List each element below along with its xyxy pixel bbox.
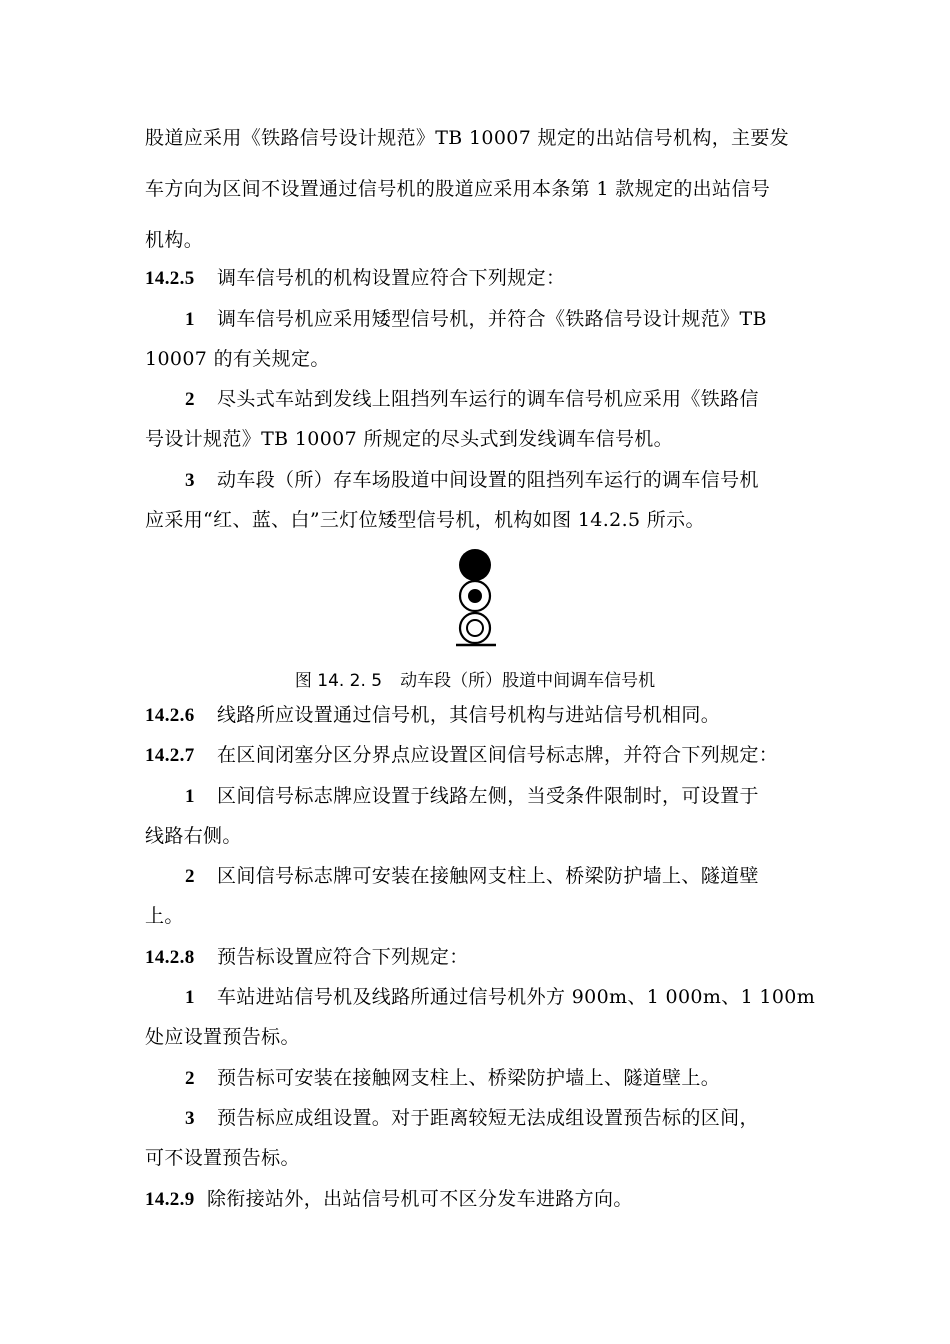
text-line: 线路右侧。 xyxy=(145,825,242,847)
item-text: 区间信号标志牌可安装在接触网支柱上、桥梁防护墙上、隧道壁 xyxy=(217,865,759,887)
item-text: 预告标应成组设置。对于距离较短无法成组设置预告标的区间， xyxy=(217,1107,759,1129)
section-14-2-6 xyxy=(145,703,808,728)
list-item xyxy=(145,864,808,889)
item-text: 尽头式车站到发线上阻挡列车运行的调车信号机应采用《铁路信 xyxy=(217,388,759,410)
item-number: 1 xyxy=(185,786,195,807)
list-item xyxy=(145,784,808,809)
text-line: 10007 的有关规定。 xyxy=(145,348,330,370)
text-line: 处应设置预告标。 xyxy=(145,1026,300,1048)
text-line: 号设计规范》TB 10007 所规定的尽头式到发线调车信号机。 xyxy=(145,428,674,450)
figure-title: 动车段（所）股道中间调车信号机 xyxy=(400,671,656,691)
section-number: 14.2.8 xyxy=(145,947,195,968)
section-text: 调车信号机的机构设置应符合下列规定： xyxy=(217,267,566,289)
text-line: 机构。 xyxy=(145,229,204,251)
item-text: 区间信号标志牌应设置于线路左侧，当受条件限制时，可设置于 xyxy=(217,785,759,807)
text-line: 车方向为区间不设置通过信号机的股道应采用本条第 1 款规定的出站信号 xyxy=(145,178,771,200)
item-number: 1 xyxy=(185,987,195,1008)
section-number: 14.2.9 xyxy=(145,1189,195,1210)
item-text: 动车段（所）存车场股道中间设置的阻挡列车运行的调车信号机 xyxy=(217,469,759,491)
blue-lamp-center xyxy=(468,589,482,603)
item-number: 2 xyxy=(185,866,195,887)
item-text: 调车信号机应采用矮型信号机，并符合《铁路信号设计规范》TB xyxy=(217,308,767,330)
item-text: 预告标可安装在接触网支柱上、桥梁防护墙上、隧道壁上。 xyxy=(217,1067,721,1089)
item-number: 2 xyxy=(185,389,195,410)
list-item xyxy=(145,985,816,1010)
figure-caption xyxy=(0,670,950,692)
list-item xyxy=(145,307,808,332)
section-text: 线路所应设置通过信号机，其信号机构与进站信号机相同。 xyxy=(217,704,721,726)
text-line: 可不设置预告标。 xyxy=(145,1147,300,1169)
section-14-2-8 xyxy=(145,945,808,970)
item-text: 车站进站信号机及线路所通过信号机外方 900m、1 000m、1 100m xyxy=(217,986,816,1008)
item-number: 3 xyxy=(185,1108,195,1129)
section-text: 在区间闭塞分区分界点应设置区间信号标志牌，并符合下列规定： xyxy=(217,744,779,766)
item-number: 1 xyxy=(185,309,195,330)
section-text: 预告标设置应符合下列规定： xyxy=(217,946,469,968)
text-line: 股道应采用《铁路信号设计规范》TB 10007 规定的出站信号机构，主要发 xyxy=(145,127,790,149)
list-item xyxy=(145,1066,808,1091)
list-item xyxy=(145,468,808,493)
list-item xyxy=(145,387,808,412)
item-number: 3 xyxy=(185,470,195,491)
section-number: 14.2.6 xyxy=(145,705,195,726)
shunting-signal-figure xyxy=(448,548,504,648)
red-lamp xyxy=(459,549,491,581)
section-text: 除衔接站外，出站信号机可不区分发车进路方向。 xyxy=(207,1188,633,1210)
figure-number: 图 14. 2. 5 xyxy=(294,671,383,691)
section-number: 14.2.5 xyxy=(145,268,195,289)
item-number: 2 xyxy=(185,1068,195,1089)
text-line: 应采用“红、蓝、白”三灯位矮型信号机，机构如图 14.2.5 所示。 xyxy=(145,509,705,531)
section-number: 14.2.7 xyxy=(145,745,195,766)
section-14-2-9 xyxy=(145,1187,808,1212)
text-line: 上。 xyxy=(145,905,184,927)
white-lamp xyxy=(460,613,490,643)
section-14-2-7 xyxy=(145,743,808,768)
section-14-2-5 xyxy=(145,266,808,291)
list-item xyxy=(145,1106,808,1131)
